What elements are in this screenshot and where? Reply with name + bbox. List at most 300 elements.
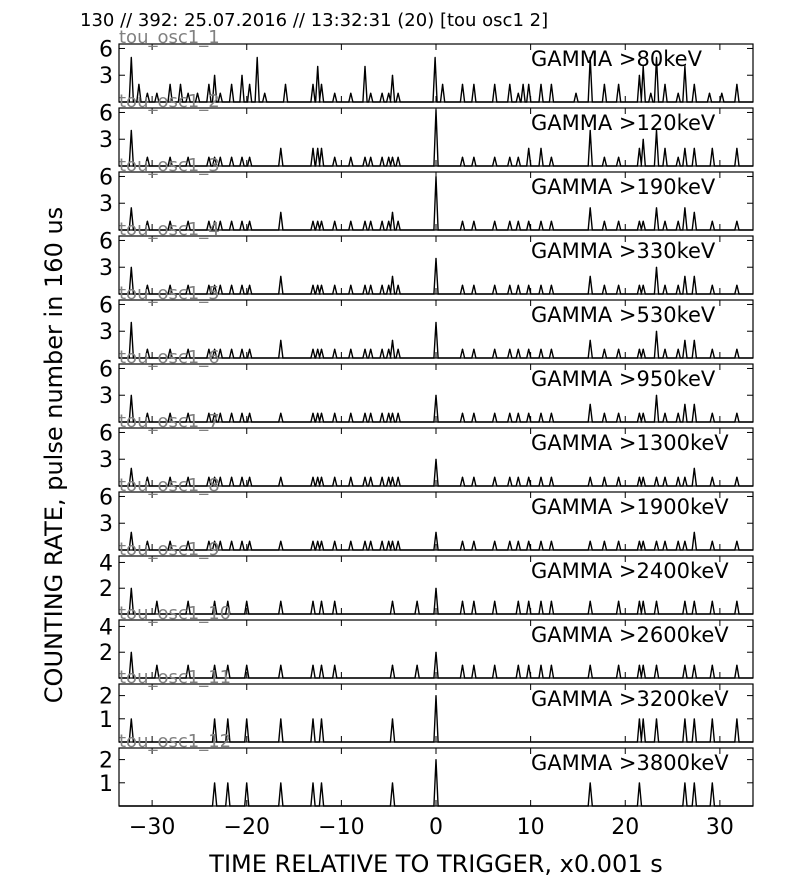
data-point xyxy=(694,212,695,213)
data-point xyxy=(370,477,371,478)
data-point xyxy=(712,601,713,602)
data-point xyxy=(435,695,436,696)
data-point xyxy=(214,665,215,666)
panel-name: tou_osc1_7 xyxy=(119,411,220,432)
data-point xyxy=(643,349,644,350)
data-point xyxy=(518,665,519,666)
data-point xyxy=(694,276,695,277)
y-tick-label: 3 xyxy=(99,320,113,346)
data-point xyxy=(540,285,541,286)
data-point xyxy=(312,148,313,149)
x-tick-label: 0 xyxy=(429,815,443,840)
data-point xyxy=(643,718,644,719)
data-point xyxy=(220,413,221,414)
data-point xyxy=(131,652,132,653)
data-point xyxy=(643,665,644,666)
data-point xyxy=(280,148,281,149)
data-point xyxy=(370,541,371,542)
data-point xyxy=(551,349,552,350)
data-point xyxy=(392,718,393,719)
series-label: GAMMA >1300keV xyxy=(531,431,729,455)
data-point xyxy=(131,588,132,589)
data-point xyxy=(246,601,247,602)
data-point xyxy=(334,477,335,478)
data-point xyxy=(220,285,221,286)
data-point xyxy=(618,84,619,85)
data-point xyxy=(231,221,232,222)
data-point xyxy=(280,601,281,602)
panel-name: tou_osc1_10 xyxy=(119,603,232,624)
data-point xyxy=(317,221,318,222)
data-point xyxy=(462,601,463,602)
data-point xyxy=(518,157,519,158)
data-point xyxy=(575,93,576,94)
data-point xyxy=(494,221,495,222)
data-point xyxy=(528,601,529,602)
data-point xyxy=(518,349,519,350)
data-point xyxy=(656,718,657,719)
y-tick-label: 6 xyxy=(99,101,113,127)
data-point xyxy=(684,665,685,666)
data-point xyxy=(280,782,281,783)
data-point xyxy=(712,477,713,478)
data-point xyxy=(736,541,737,542)
data-point xyxy=(241,477,242,478)
data-point xyxy=(246,718,247,719)
data-point xyxy=(618,349,619,350)
data-point xyxy=(540,665,541,666)
data-point xyxy=(398,157,399,158)
data-point xyxy=(227,665,228,666)
data-point xyxy=(231,349,232,350)
data-point xyxy=(639,541,640,542)
data-point xyxy=(249,349,250,350)
data-point xyxy=(280,477,281,478)
data-point xyxy=(435,532,436,533)
data-point xyxy=(131,718,132,719)
data-point xyxy=(639,75,640,76)
data-point xyxy=(462,157,463,158)
data-point xyxy=(736,601,737,602)
data-point xyxy=(590,665,591,666)
data-point xyxy=(712,148,713,149)
y-axis-label: COUNTING RATE, pulse number in 160 us xyxy=(40,206,68,704)
data-point xyxy=(370,349,371,350)
data-point xyxy=(712,782,713,783)
data-point xyxy=(518,477,519,478)
data-point xyxy=(392,665,393,666)
data-point xyxy=(462,221,463,222)
data-point xyxy=(462,84,463,85)
data-point xyxy=(257,57,258,58)
data-point xyxy=(618,285,619,286)
data-point xyxy=(712,285,713,286)
data-point xyxy=(417,601,418,602)
data-point xyxy=(664,148,665,149)
data-point xyxy=(462,349,463,350)
data-point xyxy=(350,541,351,542)
data-point xyxy=(551,665,552,666)
data-point xyxy=(334,541,335,542)
panel-name: tou_osc1_11 xyxy=(119,667,232,688)
data-point xyxy=(643,413,644,414)
data-point xyxy=(684,601,685,602)
data-point xyxy=(392,340,393,341)
y-tick-label: 6 xyxy=(99,229,113,255)
data-point xyxy=(208,84,209,85)
data-point xyxy=(678,349,679,350)
data-point xyxy=(618,541,619,542)
data-point xyxy=(473,601,474,602)
data-point xyxy=(639,782,640,783)
data-point xyxy=(528,665,529,666)
series-label: GAMMA >80keV xyxy=(531,47,702,71)
data-point xyxy=(220,157,221,158)
data-point xyxy=(334,93,335,94)
data-point xyxy=(664,477,665,478)
data-point xyxy=(639,477,640,478)
data-point xyxy=(664,84,665,85)
data-point xyxy=(350,349,351,350)
data-point xyxy=(736,665,737,666)
data-point xyxy=(321,148,322,149)
data-point xyxy=(382,157,383,158)
data-point xyxy=(321,665,322,666)
data-point xyxy=(604,285,605,286)
data-point xyxy=(551,601,552,602)
data-point xyxy=(312,601,313,602)
series-label: GAMMA >1900keV xyxy=(531,495,729,519)
data-point xyxy=(736,148,737,149)
data-point xyxy=(590,477,591,478)
data-point xyxy=(473,665,474,666)
data-point xyxy=(388,477,389,478)
data-point xyxy=(388,285,389,286)
data-point xyxy=(618,413,619,414)
data-point xyxy=(392,212,393,213)
data-point xyxy=(509,477,510,478)
data-point xyxy=(131,57,132,58)
data-point xyxy=(509,349,510,350)
data-point xyxy=(312,413,313,414)
data-point xyxy=(382,477,383,478)
data-point xyxy=(678,157,679,158)
data-point xyxy=(712,221,713,222)
data-point xyxy=(694,84,695,85)
data-point xyxy=(684,477,685,478)
data-point xyxy=(678,477,679,478)
data-point xyxy=(678,93,679,94)
data-point xyxy=(694,340,695,341)
data-point xyxy=(364,285,365,286)
series-label: GAMMA >330keV xyxy=(531,239,716,263)
data-point xyxy=(435,588,436,589)
data-point xyxy=(639,665,640,666)
data-point xyxy=(312,541,313,542)
data-point xyxy=(417,665,418,666)
series-label: GAMMA >2600keV xyxy=(531,623,729,647)
data-point xyxy=(321,413,322,414)
y-tick-label: 6 xyxy=(99,357,113,383)
data-point xyxy=(656,477,657,478)
data-point xyxy=(131,468,132,469)
y-tick-label: 6 xyxy=(99,421,113,447)
y-tick-label: 3 xyxy=(99,384,113,410)
y-tick-label: 4 xyxy=(99,615,113,641)
data-point xyxy=(494,349,495,350)
data-point xyxy=(231,84,232,85)
data-point xyxy=(170,84,171,85)
data-point xyxy=(604,221,605,222)
y-tick-label: 3 xyxy=(99,192,113,218)
data-point xyxy=(509,541,510,542)
data-point xyxy=(540,541,541,542)
series-label: GAMMA >3200keV xyxy=(531,687,729,711)
x-tick-label: −20 xyxy=(223,815,270,840)
data-point xyxy=(392,157,393,158)
data-point xyxy=(462,665,463,666)
data-point xyxy=(462,285,463,286)
data-point xyxy=(435,652,436,653)
x-tick-label: 10 xyxy=(516,815,545,840)
data-point xyxy=(350,93,351,94)
data-point xyxy=(231,541,232,542)
data-point xyxy=(280,276,281,277)
data-point xyxy=(494,84,495,85)
data-point xyxy=(528,148,529,149)
data-point xyxy=(435,459,436,460)
x-axis-label: TIME RELATIVE TO TRIGGER, x0.001 s xyxy=(209,850,663,878)
data-point xyxy=(435,395,436,396)
data-point xyxy=(494,413,495,414)
panel-name: tou_osc1_5 xyxy=(119,283,220,304)
data-point xyxy=(540,84,541,85)
data-point xyxy=(321,718,322,719)
data-point xyxy=(473,541,474,542)
data-point xyxy=(551,413,552,414)
data-point xyxy=(664,349,665,350)
data-point xyxy=(388,93,389,94)
y-tick-label: 2 xyxy=(99,641,113,667)
data-point xyxy=(246,782,247,783)
data-point xyxy=(435,57,436,58)
y-tick-label: 2 xyxy=(99,577,113,603)
data-point xyxy=(382,221,383,222)
y-tick-label: 3 xyxy=(99,256,113,282)
data-point xyxy=(473,84,474,85)
data-point xyxy=(494,477,495,478)
data-point xyxy=(249,221,250,222)
data-point xyxy=(188,601,189,602)
series-label: GAMMA >530keV xyxy=(531,303,716,327)
y-tick-label: 2 xyxy=(99,684,113,710)
data-point xyxy=(249,541,250,542)
data-point xyxy=(462,477,463,478)
data-point xyxy=(231,477,232,478)
data-point xyxy=(334,665,335,666)
data-point xyxy=(241,541,242,542)
data-point xyxy=(684,718,685,719)
x-tick-label: 30 xyxy=(705,815,734,840)
data-point xyxy=(736,84,737,85)
data-point xyxy=(264,93,265,94)
data-point xyxy=(684,782,685,783)
data-point xyxy=(312,718,313,719)
data-point xyxy=(678,413,679,414)
data-point xyxy=(249,157,250,158)
y-tick-label: 1 xyxy=(99,771,113,797)
data-point xyxy=(334,601,335,602)
data-point xyxy=(382,413,383,414)
data-point xyxy=(540,477,541,478)
panel-name: tou_osc1_2 xyxy=(119,91,220,112)
data-point xyxy=(312,221,313,222)
data-point xyxy=(131,322,132,323)
data-point xyxy=(334,157,335,158)
data-point xyxy=(540,148,541,149)
data-point xyxy=(334,221,335,222)
data-point xyxy=(350,285,351,286)
data-point xyxy=(214,601,215,602)
data-point xyxy=(350,221,351,222)
data-point xyxy=(618,157,619,158)
data-point xyxy=(664,285,665,286)
data-point xyxy=(312,349,313,350)
data-point xyxy=(509,221,510,222)
series-label: GAMMA >120keV xyxy=(531,111,716,135)
data-point xyxy=(214,718,215,719)
data-point xyxy=(656,665,657,666)
data-point xyxy=(382,93,383,94)
data-point xyxy=(473,413,474,414)
series-label: GAMMA >2400keV xyxy=(531,559,729,583)
data-point xyxy=(712,665,713,666)
y-tick-label: 3 xyxy=(99,512,113,538)
panel-name: tou_osc1_1 xyxy=(119,27,220,48)
data-point xyxy=(523,84,524,85)
data-point xyxy=(684,541,685,542)
data-point xyxy=(551,221,552,222)
data-point xyxy=(712,541,713,542)
data-point xyxy=(321,285,322,286)
data-point xyxy=(334,349,335,350)
y-tick-label: 6 xyxy=(99,37,113,63)
y-tick-label: 6 xyxy=(99,165,113,191)
data-point xyxy=(280,718,281,719)
data-point xyxy=(334,413,335,414)
data-point xyxy=(280,665,281,666)
data-point xyxy=(214,782,215,783)
data-point xyxy=(590,782,591,783)
data-point xyxy=(241,157,242,158)
data-point xyxy=(321,349,322,350)
data-point xyxy=(509,413,510,414)
data-point xyxy=(131,395,132,396)
data-point xyxy=(131,532,132,533)
data-point xyxy=(350,477,351,478)
data-point xyxy=(435,759,436,760)
data-point xyxy=(518,221,519,222)
data-point xyxy=(664,221,665,222)
x-tick-label: 20 xyxy=(611,815,640,840)
data-point xyxy=(231,285,232,286)
data-point xyxy=(518,541,519,542)
data-point xyxy=(364,349,365,350)
data-point xyxy=(540,413,541,414)
data-point xyxy=(138,84,139,85)
data-point xyxy=(370,93,371,94)
data-point xyxy=(528,285,529,286)
data-point xyxy=(639,718,640,719)
data-point xyxy=(364,221,365,222)
data-point xyxy=(321,221,322,222)
data-point xyxy=(694,718,695,719)
data-point xyxy=(156,601,157,602)
data-point xyxy=(392,413,393,414)
data-point xyxy=(131,267,132,268)
data-point xyxy=(678,285,679,286)
data-point xyxy=(398,541,399,542)
data-point xyxy=(364,477,365,478)
data-point xyxy=(518,285,519,286)
data-point xyxy=(684,148,685,149)
data-point xyxy=(736,413,737,414)
data-point xyxy=(618,665,619,666)
data-point xyxy=(382,349,383,350)
data-point xyxy=(392,601,393,602)
data-point xyxy=(370,221,371,222)
data-point xyxy=(736,349,737,350)
panel-name: tou_osc1_6 xyxy=(119,347,220,368)
data-point xyxy=(388,221,389,222)
data-point xyxy=(590,207,591,208)
data-point xyxy=(473,349,474,350)
data-point xyxy=(684,276,685,277)
data-point xyxy=(473,285,474,286)
data-point xyxy=(321,541,322,542)
data-point xyxy=(643,601,644,602)
data-point xyxy=(280,413,281,414)
data-point xyxy=(721,93,722,94)
data-point xyxy=(246,665,247,666)
data-point xyxy=(604,477,605,478)
data-point xyxy=(317,148,318,149)
data-point xyxy=(639,601,640,602)
data-point xyxy=(551,84,552,85)
y-tick-label: 3 xyxy=(99,64,113,90)
data-point xyxy=(694,148,695,149)
data-point xyxy=(370,285,371,286)
data-point xyxy=(694,404,695,405)
data-point xyxy=(220,541,221,542)
data-point xyxy=(350,157,351,158)
data-point xyxy=(249,84,250,85)
x-tick-label: −10 xyxy=(318,815,365,840)
data-point xyxy=(694,532,695,533)
data-point xyxy=(618,477,619,478)
data-point xyxy=(509,157,510,158)
figure-title: 130 // 392: 25.07.2016 // 13:32:31 (20) [tou osc1 2] xyxy=(80,10,549,31)
data-point xyxy=(528,413,529,414)
panel-name: tou_osc1_9 xyxy=(119,539,220,560)
data-point xyxy=(656,331,657,332)
data-point xyxy=(231,413,232,414)
data-point xyxy=(656,541,657,542)
data-point xyxy=(364,541,365,542)
data-point xyxy=(604,541,605,542)
data-point xyxy=(388,541,389,542)
data-point xyxy=(317,413,318,414)
